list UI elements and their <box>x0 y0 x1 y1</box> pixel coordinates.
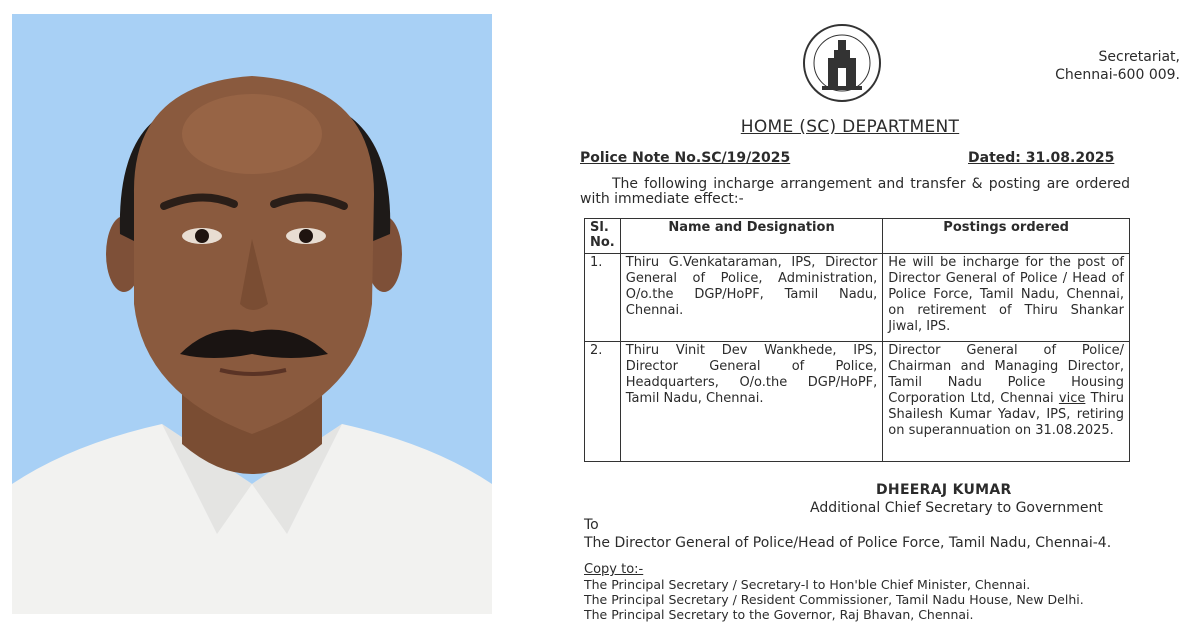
department-heading: HOME (SC) DEPARTMENT <box>740 117 960 137</box>
address-block <box>990 48 1180 84</box>
posting-text: Director General of Police/ Chairman and Managing Director, Tamil Nadu Police Housing Corporation Ltd, Chennai <box>888 343 1124 406</box>
intro-line: The following incharge arrangement and transfer & posting are ordered <box>612 176 1130 192</box>
address-line: Secretariat, <box>1098 49 1180 65</box>
header-sl-no: Sl. No. <box>585 219 621 254</box>
signatory-title: Additional Chief Secretary to Government <box>810 500 1103 516</box>
list-item: The Principal Secretary / Secretary-I to Hon'ble Chief Minister, Chennai. <box>584 577 1031 592</box>
row-sl-no: 1. <box>585 254 621 342</box>
portrait-photo <box>12 14 492 614</box>
list-item: The Principal Secretary / Resident Commissioner, Tamil Nadu House, New Delhi. <box>584 592 1084 607</box>
list-item: The Principal Secretary to the Governor, Raj Bhavan, Chennai. <box>584 607 974 622</box>
row-posting: He will be incharge for the post of Director General of Police / Head of Police Force, Tamil Nadu, Chennai, on retirement of Thiru Shankar Jiwal, IPS. <box>883 254 1130 342</box>
to-addressee: The Director General of Police/Head of Police Force, Tamil Nadu, Chennai-4. <box>584 535 1112 551</box>
row-sl-no: 2. <box>585 342 621 462</box>
row-name-designation: Thiru G.Venkataraman, IPS, Director General of Police, Administration, O/o.the DGP/HoPF, Tamil Nadu, Chennai. <box>620 254 883 342</box>
table-row <box>585 254 1130 342</box>
government-order-document <box>560 0 1200 630</box>
row-posting <box>883 342 1130 462</box>
table-header-row <box>585 219 1130 254</box>
tamil-nadu-emblem-icon <box>798 22 886 104</box>
header-postings: Postings ordered <box>883 219 1130 254</box>
row-name-designation: Thiru Vinit Dev Wankhede, IPS, Director General of Police, Headquarters, O/o.the DGP/HoPF, Tamil Nadu, Chennai. <box>620 342 883 462</box>
orders-table <box>584 218 1130 462</box>
header-name: Name and Designation <box>620 219 883 254</box>
note-date: Dated: 31.08.2025 <box>968 150 1115 166</box>
police-note-number: Police Note No.SC/19/2025 <box>580 150 791 166</box>
posting-text: Thiru Shailesh Kumar Yadav, IPS, retiring on superannuation on 31.08.2025. <box>888 391 1124 438</box>
intro-paragraph <box>580 177 1130 207</box>
signatory-name: DHEERAJ KUMAR <box>876 482 1012 498</box>
copy-to-list <box>584 577 1084 622</box>
posting-vice: vice <box>1058 391 1086 406</box>
address-line: Chennai-600 009. <box>1055 67 1180 83</box>
intro-line: with immediate effect:- <box>580 191 744 207</box>
copy-to-label: Copy to:- <box>584 562 644 577</box>
to-label: To <box>584 517 599 533</box>
table-row <box>585 342 1130 462</box>
